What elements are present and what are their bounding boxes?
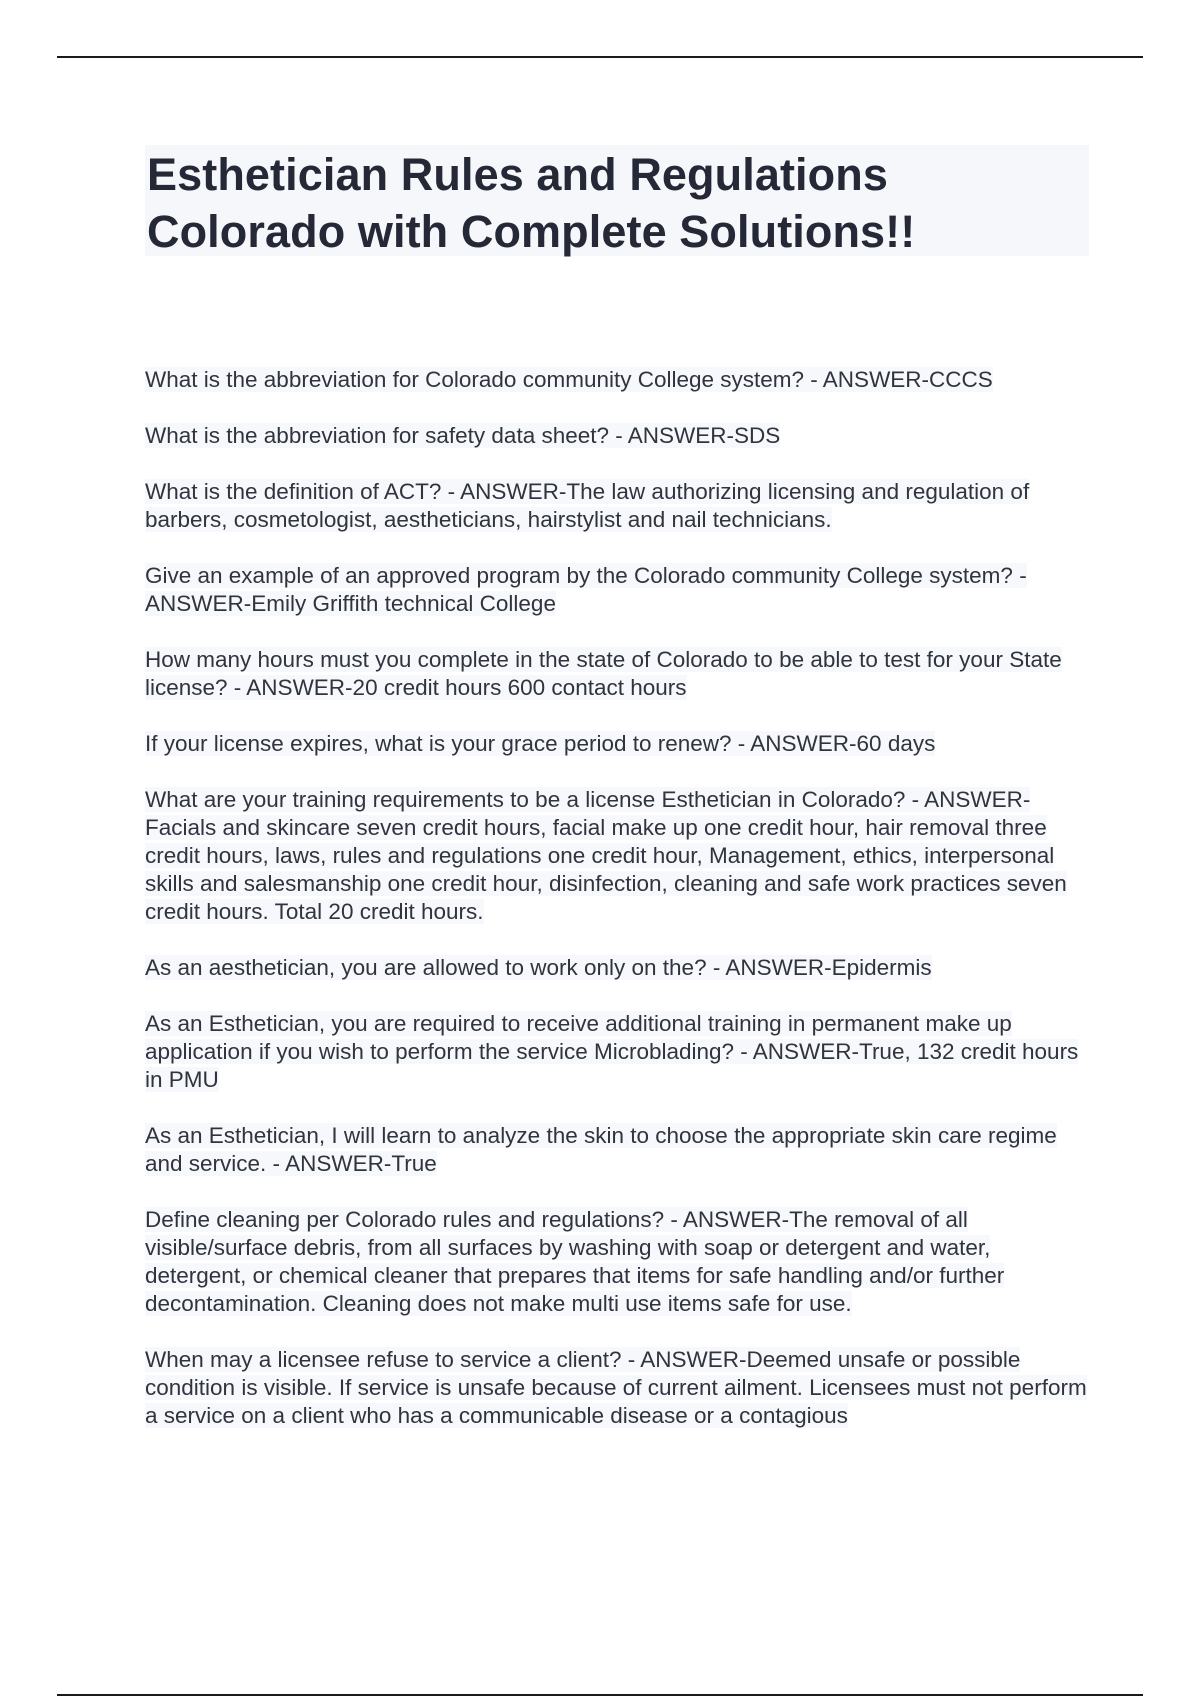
qa-text: How many hours must you complete in the state of Colorado to be able to test for your State license? - ANSWER-20 credit hours 600 contact hours bbox=[145, 647, 1062, 700]
qa-item-2 bbox=[145, 422, 1091, 450]
qa-item-6 bbox=[145, 730, 1091, 758]
qa-text: What is the abbreviation for Colorado community College system? - ANSWER-CCCS bbox=[145, 367, 993, 392]
qa-item-7 bbox=[145, 786, 1091, 926]
bottom-rule bbox=[57, 1694, 1143, 1696]
qa-item-10 bbox=[145, 1122, 1091, 1178]
qa-text: What are your training requirements to be a license Esthetician in Colorado? - ANSWER-Facials and skincare seven credit hours, facial make up one credit hour, hair removal three credit hours, laws, rules and regulations one credit hour, Management, ethics, interpersonal skills and salesmanship one credit hour, disinfection, cleaning and safe work practices seven credit hours. Total 20 credit hours. bbox=[145, 787, 1067, 924]
qa-text: If your license expires, what is your grace period to renew? - ANSWER-60 days bbox=[145, 731, 936, 756]
qa-text: What is the definition of ACT? - ANSWER-The law authorizing licensing and regulation of barbers, cosmetologist, aestheticians, hairstylist and nail technicians. bbox=[145, 479, 1030, 532]
qa-text: When may a licensee refuse to service a client? - ANSWER-Deemed unsafe or possible condition is visible. If service is unsafe because of current ailment. Licensees must not perform a service on a client who has a communicable disease or a contagious bbox=[145, 1347, 1087, 1428]
qa-item-8 bbox=[145, 954, 1091, 982]
qa-item-11 bbox=[145, 1206, 1091, 1318]
qa-text: Give an example of an approved program by the Colorado community College system? - ANSWER-Emily Griffith technical College bbox=[145, 563, 1027, 616]
top-rule bbox=[57, 56, 1143, 58]
qa-item-4 bbox=[145, 562, 1091, 618]
qa-text: Define cleaning per Colorado rules and regulations? - ANSWER-The removal of all visible/surface debris, from all surfaces by washing with soap or detergent and water, detergent, or chemical cleaner that prepares that items for safe handling and/or further decontamination. Cleaning does not make multi use items safe for use. bbox=[145, 1207, 1005, 1316]
document-title: Esthetician Rules and Regulations Colorado with Complete Solutions!! bbox=[147, 149, 916, 257]
qa-item-12 bbox=[145, 1346, 1091, 1430]
qa-text: As an aesthetician, you are allowed to work only on the? - ANSWER-Epidermis bbox=[145, 955, 932, 980]
qa-item-5 bbox=[145, 646, 1091, 702]
qa-item-9 bbox=[145, 1010, 1091, 1094]
qa-item-1 bbox=[145, 366, 1091, 394]
qa-item-3 bbox=[145, 478, 1091, 534]
qa-text: As an Esthetician, I will learn to analyze the skin to choose the appropriate skin care regime and service. - ANSWER-True bbox=[145, 1123, 1057, 1176]
qa-text: What is the abbreviation for safety data sheet? - ANSWER-SDS bbox=[145, 423, 781, 448]
qa-text: As an Esthetician, you are required to receive additional training in permanent make up application if you wish to perform the service Microblading? - ANSWER-True, 132 credit hours in PMU bbox=[145, 1011, 1079, 1092]
qa-list bbox=[145, 366, 1091, 1458]
